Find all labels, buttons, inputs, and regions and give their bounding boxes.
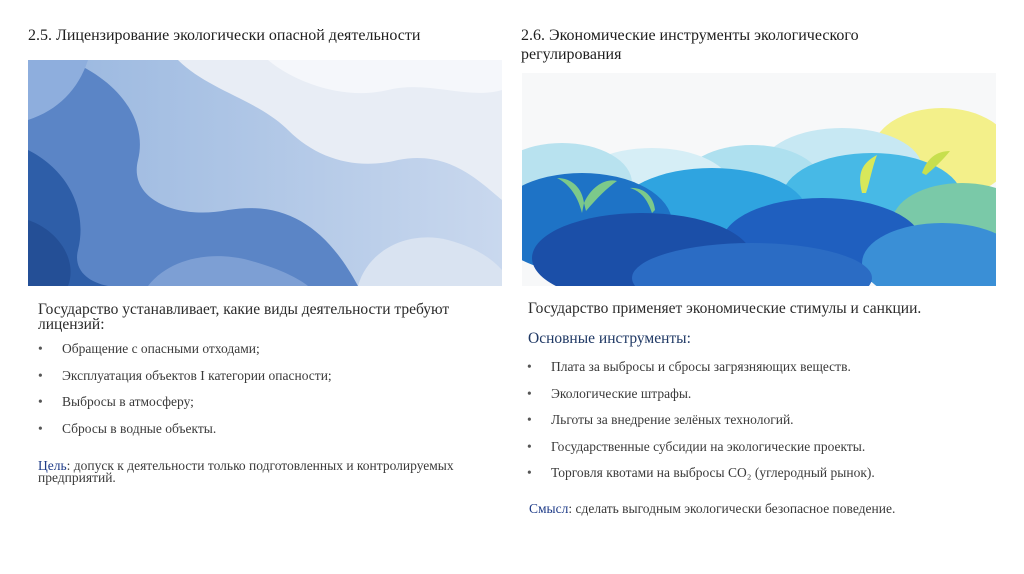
bullet-icon: • (527, 465, 532, 480)
list-item-text: Эксплуатация объектов I категории опасности; (62, 367, 332, 383)
note-keyword: Смысл (529, 501, 569, 516)
note-text: : допуск к деятельности только подготовленных и контролируемых предприятий. (38, 458, 454, 485)
list-item (527, 387, 875, 414)
section-heading-licensing: 2.5. Лицензирование экологически опасной деятельности (28, 27, 421, 44)
licensing-intro-text: Государство устанавливает, какие виды деятельности требуют лицензий: (38, 301, 450, 333)
note-text: : сделать выгодным экологически безопасное поведение. (568, 501, 896, 516)
list-item (527, 466, 875, 493)
bullet-icon: • (527, 412, 532, 427)
subheading-label: Основные инструменты (528, 330, 687, 347)
list-item (527, 360, 875, 387)
licensing-activities-list (38, 342, 332, 448)
list-item (38, 395, 332, 422)
section-heading-economic-tools: 2.6. Экономические инструменты экологического регулирования (521, 27, 859, 63)
list-item-text: Экологические штрафы. (551, 385, 692, 401)
licensing-goal-note (38, 460, 498, 484)
bullet-icon: • (527, 385, 532, 401)
bullet-icon: • (38, 394, 43, 409)
clouds-and-sprouts-illustration (522, 73, 996, 286)
list-item (527, 440, 875, 467)
list-item (38, 369, 332, 396)
list-item-text: Государственные субсидии на экологические проекты. (551, 438, 866, 454)
list-item (527, 413, 875, 440)
list-item-text: Льготы за внедрение зелёных технологий. (551, 412, 794, 427)
abstract-blue-waves-image (28, 60, 502, 286)
list-item-text: Обращение с опасными отходами; (62, 341, 260, 356)
tools-subheading (528, 330, 691, 348)
note-keyword: Цель (38, 458, 67, 473)
economic-tools-list (527, 360, 875, 493)
economic-meaning-note (529, 503, 989, 515)
blue-waves-illustration (28, 60, 502, 286)
bullet-icon: • (527, 438, 532, 454)
bullet-icon: • (527, 359, 532, 374)
list-item-text: Сбросы в водные объекты. (62, 420, 217, 436)
bullet-icon: • (38, 420, 43, 436)
list-item-text: Торговля квотами на выбросы CO₂ (углеродный рынок). (551, 465, 875, 480)
bullet-icon: • (38, 341, 43, 356)
economic-intro-text: Государство применяет экономические стимулы и санкции. (528, 300, 922, 317)
subheading-suffix: : (686, 330, 691, 347)
list-item (38, 422, 332, 449)
bullet-icon: • (38, 367, 43, 383)
paper-clouds-plants-image (522, 73, 996, 286)
list-item-text: Плата за выбросы и сбросы загрязняющих веществ. (551, 359, 851, 374)
list-item (38, 342, 332, 369)
list-item-text: Выбросы в атмосферу; (62, 394, 194, 409)
